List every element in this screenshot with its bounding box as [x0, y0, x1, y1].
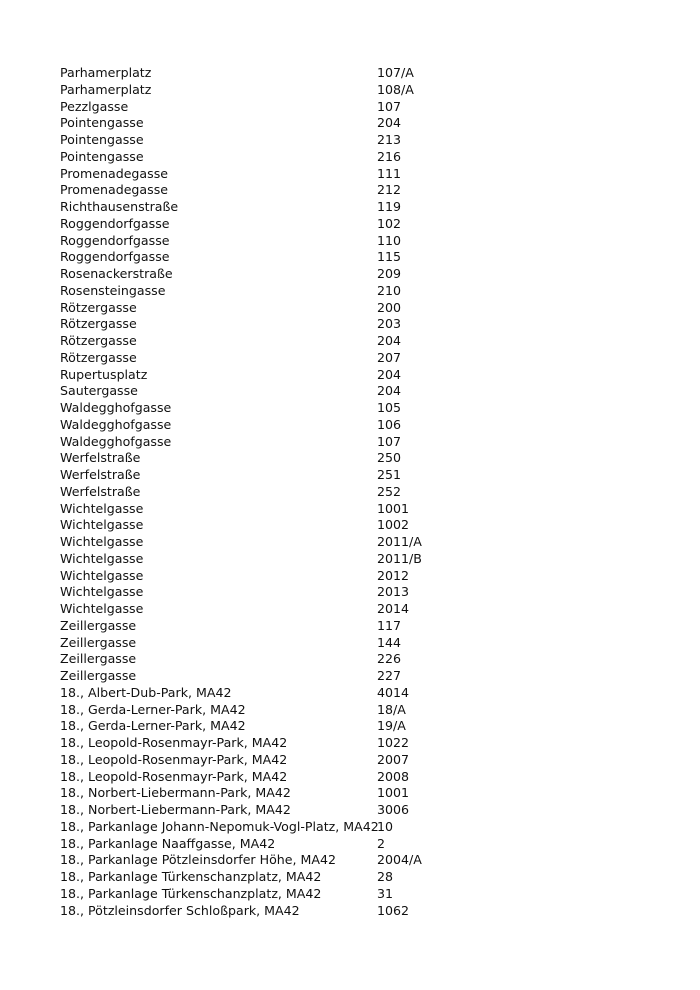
list-row: [60, 166, 660, 183]
list-row: [60, 367, 660, 384]
list-row: [60, 99, 660, 116]
list-row: [60, 852, 660, 869]
street-name: Rosenackerstraße: [60, 266, 173, 281]
street-name: Rötzergasse: [60, 349, 137, 365]
street-name: Zeillergasse: [60, 634, 137, 650]
list-row: [60, 400, 660, 417]
list-row: [60, 132, 660, 149]
list-row: [60, 316, 660, 333]
list-row: [60, 702, 660, 719]
location-number: 1001: [377, 785, 410, 801]
location-number: 2004/A: [377, 852, 422, 868]
street-name: Wichtelgasse: [60, 517, 144, 533]
location-number: 3006: [377, 802, 410, 817]
list-row: [60, 350, 660, 367]
street-name: Pointengasse: [60, 132, 144, 147]
street-name: 18., Parkanlage Johann-Nepomuk-Vogl-Platz, MA42: [60, 818, 379, 834]
street-name: 18., Norbert-Liebermann-Park, MA42: [60, 785, 291, 801]
list-row: [60, 869, 660, 886]
location-number: 102: [377, 215, 402, 231]
street-name: Zeillergasse: [60, 668, 137, 683]
list-row: [60, 417, 660, 434]
location-number: 216: [377, 148, 402, 164]
list-row: [60, 534, 660, 551]
list-row: [60, 618, 660, 635]
street-name: Roggendorfgasse: [60, 249, 170, 265]
list-row: [60, 517, 660, 534]
list-row: [60, 568, 660, 585]
list-row: [60, 484, 660, 501]
street-name: Promenadegasse: [60, 165, 169, 181]
street-name: Pointengasse: [60, 148, 144, 164]
list-row: [60, 216, 660, 233]
location-number: 204: [377, 333, 402, 348]
location-number: 115: [377, 249, 402, 265]
list-row: [60, 82, 660, 99]
location-number: 107: [377, 433, 402, 449]
location-number: 107: [377, 98, 402, 114]
location-number: 203: [377, 316, 402, 332]
list-row: [60, 233, 660, 250]
street-name: Waldegghofgasse: [60, 400, 172, 415]
location-number: 28: [377, 869, 394, 884]
street-name: 18., Leopold-Rosenmayr-Park, MA42: [60, 768, 288, 784]
location-number: 110: [377, 232, 402, 248]
street-name: Pointengasse: [60, 115, 144, 131]
location-number: 251: [377, 467, 402, 482]
street-name: Zeillergasse: [60, 617, 137, 633]
location-number: 212: [377, 182, 402, 198]
street-name: Waldegghofgasse: [60, 416, 172, 432]
list-row: [60, 450, 660, 467]
street-name: Werfelstraße: [60, 483, 141, 499]
location-number: 204: [377, 383, 402, 399]
location-number: 2013: [377, 584, 410, 600]
street-name: Waldegghofgasse: [60, 433, 172, 449]
list-row: [60, 383, 660, 400]
location-number: 2014: [377, 601, 410, 616]
street-name: Rupertusplatz: [60, 366, 148, 382]
list-row: [60, 300, 660, 317]
location-number: 105: [377, 400, 402, 415]
street-name: Rötzergasse: [60, 316, 137, 332]
location-number: 210: [377, 282, 402, 298]
street-name: Roggendorfgasse: [60, 215, 170, 231]
location-number: 2011/B: [377, 550, 422, 566]
location-number: 10: [377, 818, 394, 834]
list-row: [60, 769, 660, 786]
list-row: [60, 551, 660, 568]
street-name: Richthausenstraße: [60, 199, 179, 214]
list-row: [60, 836, 660, 853]
location-number: 1022: [377, 735, 410, 750]
street-name: Pezzlgasse: [60, 98, 129, 114]
location-number: 252: [377, 483, 402, 499]
location-number: 227: [377, 668, 402, 683]
list-row: [60, 685, 660, 702]
location-number: 2: [377, 835, 386, 851]
street-name: 18., Parkanlage Pötzleinsdorfer Höhe, MA42: [60, 852, 337, 868]
list-row: [60, 584, 660, 601]
list-row: [60, 651, 660, 668]
location-number: 4014: [377, 684, 410, 700]
list-row: [60, 668, 660, 685]
location-number: 2007: [377, 751, 410, 767]
location-number: 111: [377, 165, 402, 181]
list-row: [60, 735, 660, 752]
location-number: 2011/A: [377, 534, 422, 549]
street-name: Wichtelgasse: [60, 550, 144, 566]
location-number: 144: [377, 634, 402, 650]
street-name: 18., Norbert-Liebermann-Park, MA42: [60, 802, 291, 817]
list-row: [60, 819, 660, 836]
list-row: [60, 501, 660, 518]
location-number: 209: [377, 266, 402, 281]
address-list: [60, 65, 660, 919]
list-row: [60, 333, 660, 350]
street-name: Parhamerplatz: [60, 81, 152, 97]
street-name: Wichtelgasse: [60, 584, 144, 600]
location-number: 1062: [377, 902, 410, 918]
location-number: 213: [377, 132, 402, 147]
list-row: [60, 886, 660, 903]
street-name: 18., Leopold-Rosenmayr-Park, MA42: [60, 751, 288, 767]
location-number: 2012: [377, 567, 410, 583]
street-name: Wichtelgasse: [60, 567, 144, 583]
street-name: Wichtelgasse: [60, 601, 144, 616]
list-row: [60, 182, 660, 199]
location-number: 204: [377, 366, 402, 382]
street-name: Rosensteingasse: [60, 282, 166, 298]
street-name: Promenadegasse: [60, 182, 169, 198]
list-row: [60, 149, 660, 166]
list-row: [60, 635, 660, 652]
list-row: [60, 283, 660, 300]
location-number: 18/A: [377, 701, 406, 717]
list-row: [60, 115, 660, 132]
location-number: 106: [377, 416, 402, 432]
location-number: 107/A: [377, 65, 414, 80]
location-number: 207: [377, 349, 402, 365]
location-number: 1001: [377, 500, 410, 516]
street-name: 18., Parkanlage Naaffgasse, MA42: [60, 835, 276, 851]
street-name: Wichtelgasse: [60, 500, 144, 516]
location-number: 204: [377, 115, 402, 131]
list-row: [60, 601, 660, 618]
street-name: Werfelstraße: [60, 467, 141, 482]
street-name: 18., Pötzleinsdorfer Schloßpark, MA42: [60, 902, 300, 918]
location-number: 1002: [377, 517, 410, 533]
list-row: [60, 249, 660, 266]
list-row: [60, 434, 660, 451]
location-number: 108/A: [377, 81, 414, 97]
street-name: 18., Gerda-Lerner-Park, MA42: [60, 718, 246, 734]
list-row: [60, 802, 660, 819]
list-row: [60, 718, 660, 735]
street-name: Rötzergasse: [60, 333, 137, 348]
street-name: 18., Albert-Dub-Park, MA42: [60, 684, 232, 700]
street-name: 18., Parkanlage Türkenschanzplatz, MA42: [60, 885, 322, 901]
location-number: 200: [377, 299, 402, 315]
street-name: Werfelstraße: [60, 450, 141, 466]
location-number: 19/A: [377, 718, 406, 734]
street-name: Wichtelgasse: [60, 534, 144, 549]
street-name: 18., Leopold-Rosenmayr-Park, MA42: [60, 735, 288, 750]
street-name: Rötzergasse: [60, 299, 137, 315]
location-number: 117: [377, 617, 402, 633]
street-name: Zeillergasse: [60, 651, 137, 667]
location-number: 119: [377, 199, 402, 214]
list-row: [60, 65, 660, 82]
street-name: 18., Parkanlage Türkenschanzplatz, MA42: [60, 869, 322, 884]
street-name: Roggendorfgasse: [60, 232, 170, 248]
location-number: 2008: [377, 768, 410, 784]
list-row: [60, 903, 660, 920]
location-number: 31: [377, 885, 394, 901]
list-row: [60, 199, 660, 216]
street-name: 18., Gerda-Lerner-Park, MA42: [60, 701, 246, 717]
street-name: Sautergasse: [60, 383, 138, 399]
list-row: [60, 752, 660, 769]
location-number: 226: [377, 651, 402, 667]
list-row: [60, 467, 660, 484]
street-name: Parhamerplatz: [60, 65, 152, 80]
list-row: [60, 785, 660, 802]
location-number: 250: [377, 450, 402, 466]
list-row: [60, 266, 660, 283]
